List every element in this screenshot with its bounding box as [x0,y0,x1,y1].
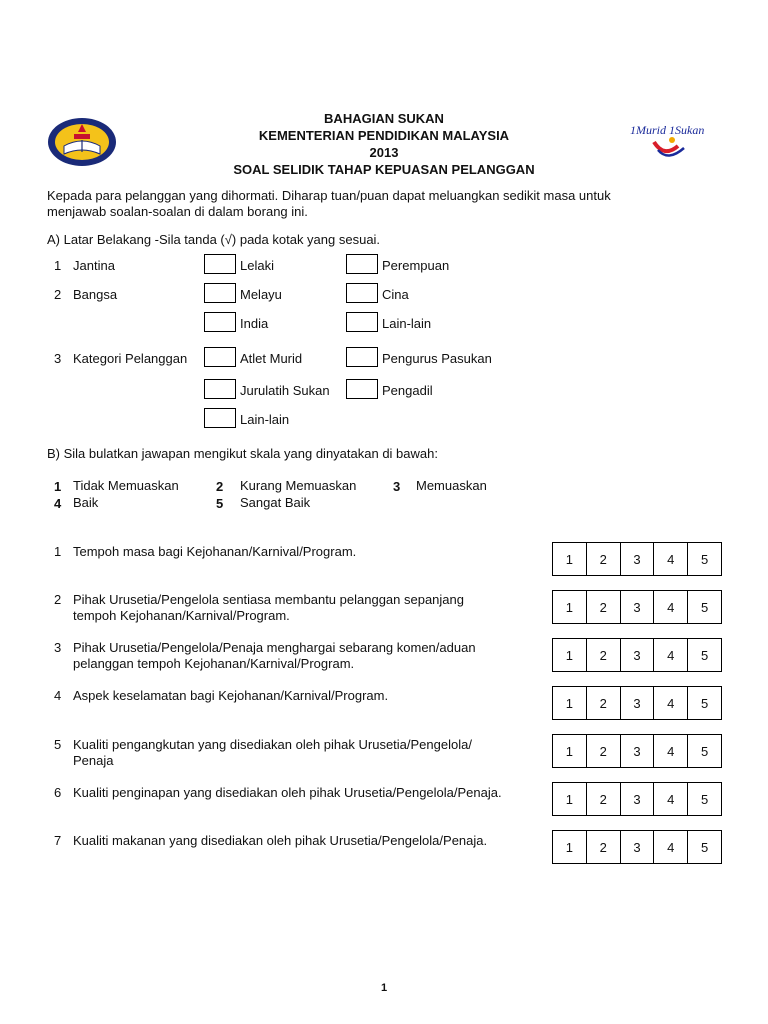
scale-number: 2 [216,479,224,494]
rating-option[interactable]: 3 [621,687,655,719]
checkbox-perempuan[interactable] [346,254,378,274]
section-b-title: B) Sila bulatkan jawapan mengikut skala yang dinyatakan di bawah: [47,446,438,461]
header-line-1: BAHAGIAN SUKAN [324,111,444,126]
rating-option[interactable]: 4 [654,591,688,623]
rating-option[interactable]: 2 [587,687,621,719]
option-cina: Cina [382,287,409,302]
rating-option[interactable]: 3 [621,831,655,863]
rating-option[interactable]: 5 [700,599,709,615]
scale-label: Baik [73,495,99,510]
rating-option[interactable]: 2 [587,735,621,767]
rating-option[interactable]: 4 [654,543,688,575]
checkbox-atlet-murid[interactable] [204,347,236,367]
rating-option[interactable]: 4 [654,735,688,767]
scale-number: 5 [216,496,224,511]
rating-option[interactable]: 1 [553,543,587,575]
option-bangsa-lain-lain: Lain-lain [382,316,432,331]
scale-label: Kurang Memuaskan [240,478,357,493]
question-text: Kualiti penginapan yang disediakan oleh pihak Urusetia/Pengelola/Penaja. [73,785,502,800]
question-text: Pihak Urusetia/Pengelola sentiasa membantu pelanggan sepanjang tempoh Kejohanan/Karnival/Program. [73,592,464,623]
rating-option[interactable]: 3 [621,639,655,671]
header-year: 2013 [369,145,399,160]
checkbox-pengadil[interactable] [346,379,378,399]
section-a-q2-number: 2 [54,287,62,302]
scale-label: Sangat Baik [240,495,311,510]
rating-option[interactable]: 4 [654,639,688,671]
rating-option[interactable]: 2 [587,783,621,815]
logo-text: 1Murid 1Sukan [630,123,705,137]
checkbox-pengurus-pasukan[interactable] [346,347,378,367]
rating-option[interactable]: 2 [587,591,621,623]
scale-label: Memuaskan [416,478,487,493]
option-pengadil: Pengadil [382,383,433,398]
rating-option[interactable]: 3 [621,543,655,575]
question-text: Kualiti makanan yang disediakan oleh pihak Urusetia/Pengelola/Penaja. [73,833,488,848]
rating-row-6[interactable] [552,782,722,816]
ministry-logo [46,116,118,168]
rating-option[interactable]: 1 [553,687,587,719]
rating-option[interactable]: 5 [700,647,709,663]
section-a-q3-number: 3 [54,351,62,366]
rating-option[interactable]: 1 [553,735,587,767]
rating-row-1[interactable] [552,542,722,576]
rating-row-2[interactable] [552,590,722,624]
rating-option[interactable]: 2 [587,831,621,863]
rating-row-3[interactable] [552,638,722,672]
page-number: 1 [380,982,388,994]
option-lelaki: Lelaki [240,258,274,273]
section-a-q1-label: Jantina [73,258,115,273]
checkbox-india[interactable] [204,312,236,332]
question-text: Pihak Urusetia/Pengelola/Penaja menghargai sebarang komen/aduan pelanggan tempoh Kejohanan/Karnival/Program. [73,640,476,671]
question-number: 4 [54,688,62,703]
rating-option[interactable]: 2 [587,543,621,575]
option-kategori-lain-lain: Lain-lain [240,412,290,427]
question-text: Kualiti pengangkutan yang disediakan oleh pihak Urusetia/Pengelola/ Penaja [73,737,472,768]
section-a-q3-label: Kategori Pelanggan [73,351,188,366]
rating-option[interactable]: 1 [553,591,587,623]
rating-option[interactable]: 1 [553,783,587,815]
section-a-title: A) Latar Belakang -Sila tanda (√) pada kotak yang sesuai. [47,232,381,247]
scale-number: 4 [54,496,62,511]
rating-option[interactable]: 3 [621,591,655,623]
question-text: Tempoh masa bagi Kejohanan/Karnival/Program. [73,544,357,559]
option-perempuan: Perempuan [382,258,450,273]
murid-sukan-logo [628,118,714,164]
rating-option[interactable]: 5 [700,839,709,855]
rating-option[interactable]: 5 [700,743,709,759]
rating-row-5[interactable] [552,734,722,768]
question-number: 5 [54,737,62,752]
intro-line-2: menjawab soalan-soalan di dalam borang ini. [47,204,308,219]
intro-line-1: Kepada para pelanggan yang dihormati. Diharap tuan/puan dapat meluangkan sedikit masa untuk [47,188,611,203]
option-jurulatih-sukan: Jurulatih Sukan [240,383,330,398]
scale-number: 1 [54,479,62,494]
section-a-q1-number: 1 [54,258,62,273]
question-number: 7 [54,833,62,848]
option-pengurus-pasukan: Pengurus Pasukan [382,351,492,366]
rating-option[interactable]: 4 [654,687,688,719]
checkbox-jurulatih-sukan[interactable] [204,379,236,399]
rating-row-4[interactable] [552,686,722,720]
checkbox-cina[interactable] [346,283,378,303]
option-india: India [240,316,269,331]
rating-option[interactable]: 2 [587,639,621,671]
rating-option[interactable]: 4 [654,831,688,863]
checkbox-melayu[interactable] [204,283,236,303]
checkbox-kategori-lain-lain[interactable] [204,408,236,428]
question-number: 2 [54,592,62,607]
header-line-2: KEMENTERIAN PENDIDIKAN MALAYSIA [258,128,510,143]
question-number: 3 [54,640,62,655]
rating-option[interactable]: 1 [553,831,587,863]
option-atlet-murid: Atlet Murid [240,351,303,366]
scale-number: 3 [393,479,401,494]
question-number: 6 [54,785,62,800]
section-a-q2-label: Bangsa [73,287,118,302]
rating-option[interactable]: 5 [700,695,709,711]
rating-option[interactable]: 5 [700,551,709,567]
option-melayu: Melayu [240,287,282,302]
rating-option[interactable]: 4 [654,783,688,815]
rating-option[interactable]: 3 [621,735,655,767]
rating-row-7[interactable] [552,830,722,864]
question-text: Aspek keselamatan bagi Kejohanan/Karnival/Program. [73,688,389,703]
page-title: SOAL SELIDIK TAHAP KEPUASAN PELANGGAN [233,162,535,177]
rating-option[interactable]: 5 [700,791,709,807]
checkbox-lelaki[interactable] [204,254,236,274]
rating-option[interactable]: 3 [621,783,655,815]
question-number: 1 [54,544,62,559]
scale-label: Tidak Memuaskan [73,478,179,493]
rating-option[interactable]: 1 [553,639,587,671]
checkbox-bangsa-lain-lain[interactable] [346,312,378,332]
